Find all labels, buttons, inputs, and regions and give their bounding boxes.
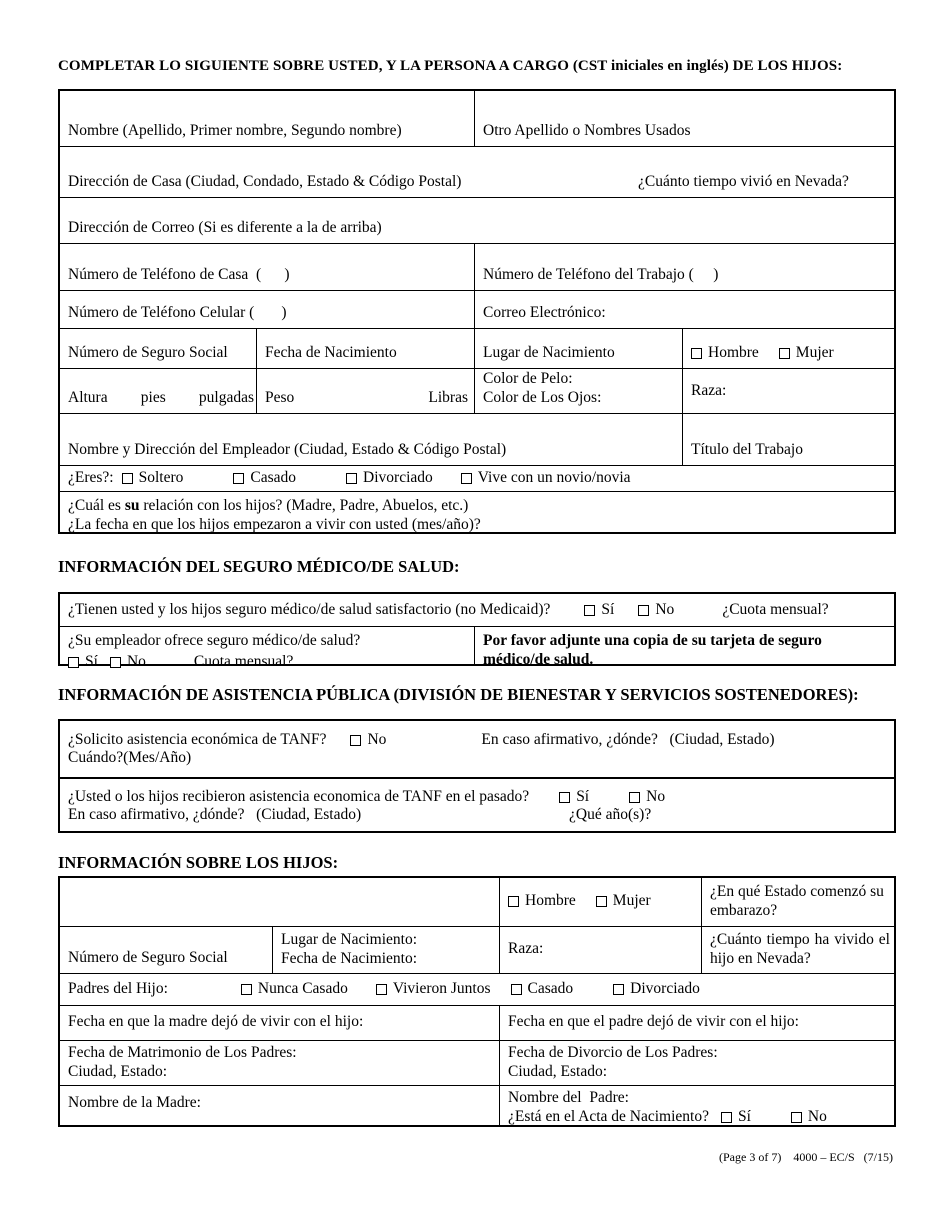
child-birthplace-label: Lugar de Nacimiento:: [281, 930, 418, 948]
dob-label: Fecha de Nacimiento: [265, 344, 397, 362]
medical-q2-no: [110, 653, 146, 672]
table-row: [60, 1085, 894, 1125]
home-address-label: Dirección de Casa (Ciudad, Condado, Estado & Código Postal): [68, 173, 462, 191]
table-row: [60, 491, 894, 532]
child-birth-cell: [272, 927, 499, 973]
yes-label: Sí: [576, 787, 590, 805]
assistance-q1: ¿Solicito asistencia económica de TANF?: [68, 730, 327, 748]
cohabiting-checkbox[interactable]: [461, 473, 472, 484]
job-title-label: Título del Trabajo: [691, 441, 803, 459]
table-row: [60, 1040, 894, 1085]
assistance-q1-where-label: En caso afirmativo, ¿dónde? (Ciudad, Estado): [481, 730, 775, 748]
child-ssn-label: Número de Seguro Social: [68, 948, 228, 966]
table-row: [60, 146, 894, 197]
child-nevada-time-label: ¿Cuánto tiempo ha vivido el hijo en Nevada?: [710, 930, 890, 967]
no-label: No: [807, 1107, 827, 1125]
home-address-cell: [60, 147, 894, 197]
table-row: [60, 465, 894, 491]
medical-table: [58, 592, 896, 671]
assistance-q2-yes-checkbox[interactable]: [559, 792, 570, 803]
assistance-q2-where-label: En caso afirmativo, ¿dónde? (Ciudad, Estado): [68, 806, 362, 824]
job-title-cell: [682, 414, 894, 465]
no-label: No: [367, 730, 387, 748]
feet-label: pies: [140, 389, 166, 407]
child-race-cell: [499, 927, 701, 973]
male-checkbox[interactable]: [691, 348, 702, 359]
mother-name-label: Nombre de la Madre:: [68, 1093, 201, 1111]
cell-phone-label: Número de Teléfono Celular ( ): [68, 304, 287, 322]
father-left-cell: [499, 1006, 894, 1040]
table-row: [60, 1005, 894, 1040]
lived-together-label: Vivieron Juntos: [392, 979, 491, 997]
weight-label: Peso: [265, 389, 295, 407]
assistance-q1-cell: [60, 721, 894, 777]
child-female-checkbox[interactable]: [596, 896, 607, 907]
assistance-q1-no-checkbox[interactable]: [350, 735, 361, 746]
mother-name-cell: [60, 1086, 499, 1125]
father-name-cell: [499, 1086, 894, 1125]
marital-option-divorced: [346, 469, 433, 488]
medical-section-heading: INFORMACIÓN DEL SEGURO MÉDICO/DE SALUD:: [58, 557, 460, 577]
table-row: [60, 721, 894, 777]
pregnancy-state-cell: [701, 878, 894, 926]
eyes-label: Color de Los Ojos:: [483, 389, 602, 407]
mother-left-cell: [60, 1006, 499, 1040]
parents-married-checkbox[interactable]: [511, 984, 522, 995]
hair-label: Color de Pelo:: [483, 370, 573, 388]
medical-q1-no-checkbox[interactable]: [638, 605, 649, 616]
yes-label: Sí: [601, 600, 615, 618]
weight-cell: [256, 369, 474, 413]
table-row: [60, 413, 894, 465]
medical-q2-fee-label: Cuota mensual?: [193, 653, 294, 671]
medical-q1-yes-checkbox[interactable]: [584, 605, 595, 616]
assistance-q2-yes: [559, 788, 589, 807]
table-row: [60, 777, 894, 831]
table-row: [60, 243, 894, 290]
marital-question: ¿Eres?:: [68, 469, 114, 487]
no-label: No: [126, 653, 146, 671]
medical-attach-cell: [474, 627, 894, 669]
lived-together-checkbox[interactable]: [376, 984, 387, 995]
ssn-label: Número de Seguro Social: [68, 344, 228, 362]
assistance-q2-no-checkbox[interactable]: [629, 792, 640, 803]
dob-cell: [256, 329, 474, 368]
male-label: Hombre: [525, 892, 576, 910]
marriage-date-label: Fecha de Matrimonio de Los Padres:: [68, 1043, 297, 1061]
marital-option-single: [122, 469, 184, 488]
birth-cert-yes-checkbox[interactable]: [721, 1112, 732, 1123]
assistance-q1-when-label: Cuándo?(Mes/Año): [68, 749, 192, 767]
female-checkbox[interactable]: [779, 348, 790, 359]
child-nevada-time-cell: [701, 927, 894, 973]
medical-q1-yes: [584, 601, 614, 620]
table-row: [60, 368, 894, 413]
medical-q1-no: [638, 601, 674, 620]
child-race-label: Raza:: [508, 940, 544, 958]
divorce-date-label: Fecha de Divorcio de Los Padres:: [508, 1043, 718, 1061]
ssn-cell: [60, 329, 256, 368]
married-label: Casado: [250, 469, 297, 487]
parents-option-married: [511, 980, 574, 999]
medical-q1-fee-label: ¿Cuota mensual?: [722, 600, 829, 618]
divorced-checkbox[interactable]: [346, 473, 357, 484]
table-row: [60, 626, 894, 671]
assistance-q1-no: [350, 731, 386, 750]
name-label: Nombre (Apellido, Primer nombre, Segundo nombre): [68, 122, 402, 140]
assistance-table: [58, 719, 896, 833]
assistance-q2-years-label: ¿Qué año(s)?: [569, 806, 652, 824]
attach-card-note: Por favor adjunte una copia de su tarjeta de seguro médico/de salud.: [483, 632, 822, 669]
mail-address-label: Dirección de Correo (Si es diferente a la de arriba): [68, 219, 382, 237]
father-left-label: Fecha en que el padre dejó de vivir con el hijo:: [508, 1013, 799, 1031]
home-phone-cell: [60, 244, 474, 290]
personal-info-table: [58, 89, 896, 534]
nevada-time-label: ¿Cuánto tiempo vivió en Nevada?: [638, 173, 849, 191]
parents-option-lived-together: [376, 980, 491, 999]
divorced-label: Divorciado: [363, 469, 433, 487]
yes-label: Sí: [85, 653, 98, 671]
child-sex-cell: [499, 878, 701, 926]
medical-q2-no-checkbox[interactable]: [110, 657, 121, 668]
marital-option-cohabiting: [461, 469, 631, 488]
race-cell: [682, 369, 894, 413]
marriage-cell: [60, 1041, 499, 1085]
child-male-checkbox[interactable]: [508, 896, 519, 907]
child-ssn-cell: [60, 927, 272, 973]
yes-label: Sí: [737, 1107, 751, 1125]
female-label: Mujer: [795, 344, 834, 362]
female-label: Mujer: [612, 892, 651, 910]
height-label: Altura: [68, 389, 108, 407]
cell-phone-cell: [60, 291, 474, 328]
parents-status-cell: [60, 974, 894, 1005]
assistance-q2: ¿Usted o los hijos recibieron asistencia economica de TANF en el pasado?: [68, 787, 530, 805]
female-option: [779, 344, 834, 363]
home-phone-label: Número de Teléfono de Casa ( ): [68, 266, 290, 284]
assistance-q2-no: [629, 788, 665, 807]
height-cell: [60, 369, 256, 413]
assistance-section-heading: INFORMACIÓN DE ASISTENCIA PÚBLICA (DIVISIÓN DE BIENESTAR Y SERVICIOS SOSTENEDORES):: [58, 685, 859, 705]
inches-label: pulgadas: [198, 389, 254, 407]
parents-option-never-married: [241, 980, 348, 999]
parents-married-label: Casado: [527, 979, 574, 997]
father-name-label: Nombre del Padre:: [508, 1088, 629, 1106]
email-cell: [474, 291, 894, 328]
child-birthdate-label: Fecha de Nacimiento:: [281, 949, 418, 967]
hair-eyes-cell: [474, 369, 682, 413]
no-label: No: [655, 600, 675, 618]
never-married-label: Nunca Casado: [257, 979, 348, 997]
child-male-option: [508, 892, 576, 911]
name-cell: [60, 91, 474, 146]
birth-cert-no-checkbox[interactable]: [791, 1112, 802, 1123]
mother-left-label: Fecha en que la madre dejó de vivir con el hijo:: [68, 1013, 364, 1031]
sex-cell: [682, 329, 894, 368]
table-row: [60, 328, 894, 368]
medical-q1-cell: [60, 594, 894, 626]
employer-label: Nombre y Dirección del Empleador (Ciudad, Estado & Código Postal): [68, 441, 507, 459]
pregnancy-state-label: ¿En qué Estado comenzó su embarazo?: [710, 882, 884, 919]
medical-q2-yes: [68, 653, 98, 672]
male-label: Hombre: [708, 344, 759, 362]
employer-cell: [60, 414, 682, 465]
parents-divorced-label: Divorciado: [630, 979, 700, 997]
medical-q2-cell: [60, 627, 474, 671]
table-row: [60, 973, 894, 1005]
work-phone-cell: [474, 244, 894, 290]
table-row: [60, 197, 894, 243]
table-row: [60, 91, 894, 146]
children-section-heading: INFORMACIÓN SOBRE LOS HIJOS:: [58, 852, 339, 872]
work-phone-label: Número de Teléfono del Trabajo ( ): [483, 266, 719, 284]
relation-cell: [60, 492, 894, 532]
mail-address-cell: [60, 198, 894, 243]
child-female-option: [596, 892, 651, 911]
relation-date-question: ¿La fecha en que los hijos empezaron a vivir con usted (mes/año)?: [68, 516, 481, 534]
birth-cert-no: [791, 1108, 827, 1127]
birth-cert-question: ¿Está en el Acta de Nacimiento?: [508, 1107, 709, 1125]
cohabiting-label: Vive con un novio/novia: [477, 469, 631, 487]
marital-option-married: [233, 469, 296, 488]
other-names-cell: [474, 91, 894, 146]
child-name-cell: [60, 878, 499, 926]
parents-label: Padres del Hijo:: [68, 979, 168, 997]
parents-divorced-checkbox[interactable]: [613, 984, 624, 995]
divorce-cell: [499, 1041, 894, 1085]
birthplace-cell: [474, 329, 682, 368]
table-row: [60, 926, 894, 973]
single-label: Soltero: [138, 469, 184, 487]
children-table: [58, 876, 896, 1127]
assistance-q2-cell: [60, 779, 894, 831]
relation-question: ¿Cuál es su relación con los hijos? (Madre, Padre, Abuelos, etc.): [68, 497, 469, 515]
medical-q1: ¿Tienen usted y los hijos seguro médico/de salud satisfactorio (no Medicaid)?: [68, 600, 551, 618]
email-label: Correo Electrónico:: [483, 304, 606, 322]
birthplace-label: Lugar de Nacimiento: [483, 344, 615, 362]
male-option: [691, 344, 759, 363]
medical-q2: ¿Su empleador ofrece seguro médico/de salud?: [68, 632, 361, 650]
parents-option-divorced: [613, 980, 700, 999]
page-title: COMPLETAR LO SIGUIENTE SOBRE USTED, Y LA PERSONA A CARGO (CST iniciales en inglés) DE LOS HIJOS:: [58, 58, 843, 74]
single-checkbox[interactable]: [122, 473, 133, 484]
divorce-city-label: Ciudad, Estado:: [508, 1062, 608, 1080]
marriage-city-label: Ciudad, Estado:: [68, 1062, 168, 1080]
table-row: [60, 594, 894, 626]
birth-cert-yes: [721, 1108, 751, 1127]
no-label: No: [646, 787, 666, 805]
table-row: [60, 878, 894, 926]
marital-status-cell: [60, 466, 894, 491]
table-row: [60, 290, 894, 328]
married-checkbox[interactable]: [233, 473, 244, 484]
never-married-checkbox[interactable]: [241, 984, 252, 995]
pounds-label: Libras: [428, 389, 468, 407]
other-names-label: Otro Apellido o Nombres Usados: [483, 122, 691, 140]
page-footer: (Page 3 of 7) 4000 – EC/S (7/15): [719, 1150, 893, 1164]
medical-q2-yes-checkbox[interactable]: [68, 657, 79, 668]
race-label: Raza:: [691, 381, 727, 399]
